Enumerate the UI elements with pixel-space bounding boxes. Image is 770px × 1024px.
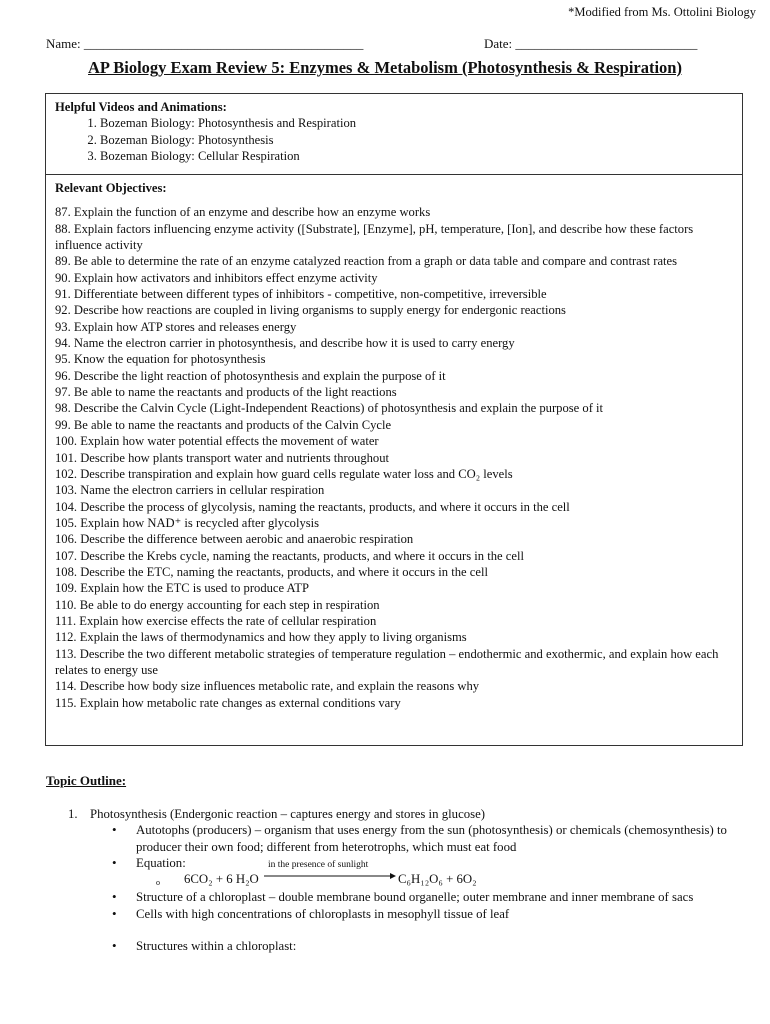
objective-item: 88. Explain factors influencing enzyme activity ([Substrate], [Enzyme], pH, temperature, [Ion], and describe how these factors influence activity — [55, 221, 694, 253]
objectives-heading: Relevant Objectives: — [55, 181, 167, 195]
objective-item: 94. Name the electron carrier in photosynthesis, and describe how it is used to carry energy — [55, 336, 515, 351]
objective-item: 97. Be able to name the reactants and products of the light reactions — [55, 385, 397, 400]
objective-item: 104. Describe the process of glycolysis, naming the reactants, products, and where it occurs in the cell — [55, 499, 570, 514]
outline-item-text: Photosynthesis (Endergonic reaction – captures energy and stores in glucose) — [90, 807, 486, 821]
bullet-structures-within: • Structures within a chloroplast: — [68, 938, 728, 954]
objective-item: 98. Describe the Calvin Cycle (Light-Independent Reactions) of photosynthesis and explain the purpose of it — [55, 401, 604, 416]
name-field[interactable]: Name: ___________________________________________ — [46, 36, 364, 51]
objectives-box — [45, 174, 743, 746]
bullet-chloroplast-structure: • Structure of a chloroplast – double membrane bound organelle; outer membrane and inner membrane of sacs — [68, 889, 728, 905]
objective-item: 90. Explain how activators and inhibitors effect enzyme activity — [55, 270, 378, 285]
objective-item: 106. Describe the difference between aerobic and anaerobic respiration — [55, 532, 414, 547]
bullet-autotrophs: • Autotophs (producers) – organism that uses energy from the sun (photosynthesis) or chemicals (chemosynthesis) to producer their own food; different from heterotrophs, which must eat food — [68, 822, 728, 855]
objective-item: 114. Describe how body size influences metabolic rate, and explain the reasons why — [55, 679, 480, 694]
video-item: 1. Bozeman Biology: Photosynthesis and Respiration — [100, 115, 733, 131]
objective-item: 110. Be able to do energy accounting for each step in respiration — [55, 597, 380, 612]
objective-item: 102. Describe transpiration and explain how guard cells regulate water loss and CO₂ levels — [55, 466, 513, 481]
objective-item: 103. Name the electron carriers in cellular respiration — [55, 483, 325, 498]
date-field[interactable]: Date: ____________________________ — [484, 36, 698, 51]
video-item: 2. Bozeman Biology: Photosynthesis — [100, 132, 733, 148]
videos-list — [55, 115, 733, 164]
objective-item: 95. Know the equation for photosynthesis — [55, 352, 266, 367]
objective-item: 115. Explain how metabolic rate changes as external conditions vary — [55, 695, 401, 710]
videos-box — [45, 93, 743, 175]
page-title: AP Biology Exam Review 5: Enzymes & Metabolism (Photosynthesis & Respiration) — [88, 58, 682, 77]
spacer — [68, 922, 728, 938]
objective-item: 92. Describe how reactions are coupled in living organisms to supply energy for endergonic reactions — [55, 303, 566, 318]
topic-outline-heading: Topic Outline: — [46, 773, 127, 788]
outline-item-photosynthesis — [68, 806, 728, 822]
objective-item: 101. Describe how plants transport water and nutrients throughout — [55, 450, 390, 465]
objective-item: 111. Explain how exercise effects the rate of cellular respiration — [55, 613, 377, 628]
video-item: 3. Bozeman Biology: Cellular Respiration — [100, 148, 733, 164]
objective-item: 91. Differentiate between different types of inhibitors - competitive, non-competitive, irreversible — [55, 287, 547, 302]
objective-item: 96. Describe the light reaction of photosynthesis and explain the purpose of it — [55, 368, 446, 383]
outline-number: 1. — [68, 807, 78, 821]
equation-row — [68, 855, 728, 889]
objective-item: 108. Describe the ETC, naming the reactants, products, and where it occurs in the cell — [55, 564, 488, 579]
objective-item: 100. Explain how water potential effects the movement of water — [55, 434, 379, 449]
equation-reactants: 6CO₂ + 6 H₂O — [184, 872, 259, 887]
objective-item: 112. Explain the laws of thermodynamics and how they apply to living organisms — [55, 630, 467, 645]
objectives-list — [55, 204, 733, 711]
reaction-arrow-icon — [264, 871, 396, 881]
objective-item: 107. Describe the Krebs cycle, naming the reactants, products, and where it occurs in the cell — [55, 548, 524, 563]
credit-note: *Modified from Ms. Ottolini Biology — [568, 5, 756, 19]
equation-label: Equation: — [136, 856, 186, 871]
videos-heading: Helpful Videos and Animations: — [55, 100, 227, 114]
equation-condition: in the presence of sunlight — [268, 860, 369, 871]
equation-products: C₆H₁₂O₆ + 6O₂ — [398, 872, 477, 887]
objective-item: 87. Explain the function of an enzyme and describe how an enzyme works — [55, 205, 431, 220]
bullet-mesophyll: • Cells with high concentrations of chloroplasts in mesophyll tissue of leaf — [68, 906, 728, 922]
equation-mark: o — [156, 878, 160, 888]
objective-item: 89. Be able to determine the rate of an enzyme catalyzed reaction from a graph or data table and compare and contrast rates — [55, 254, 678, 269]
topic-outline — [68, 806, 728, 954]
objective-item: 105. Explain how NAD⁺ is recycled after glycolysis — [55, 515, 320, 530]
objective-item: 109. Explain how the ETC is used to produce ATP — [55, 581, 309, 596]
objective-item: 93. Explain how ATP stores and releases energy — [55, 319, 297, 334]
objective-item: 113. Describe the two different metabolic strategies of temperature regulation – endothermic and exothermic, and explain how each relates to energy use — [55, 646, 719, 677]
objective-item: 99. Be able to name the reactants and products of the Calvin Cycle — [55, 417, 392, 432]
